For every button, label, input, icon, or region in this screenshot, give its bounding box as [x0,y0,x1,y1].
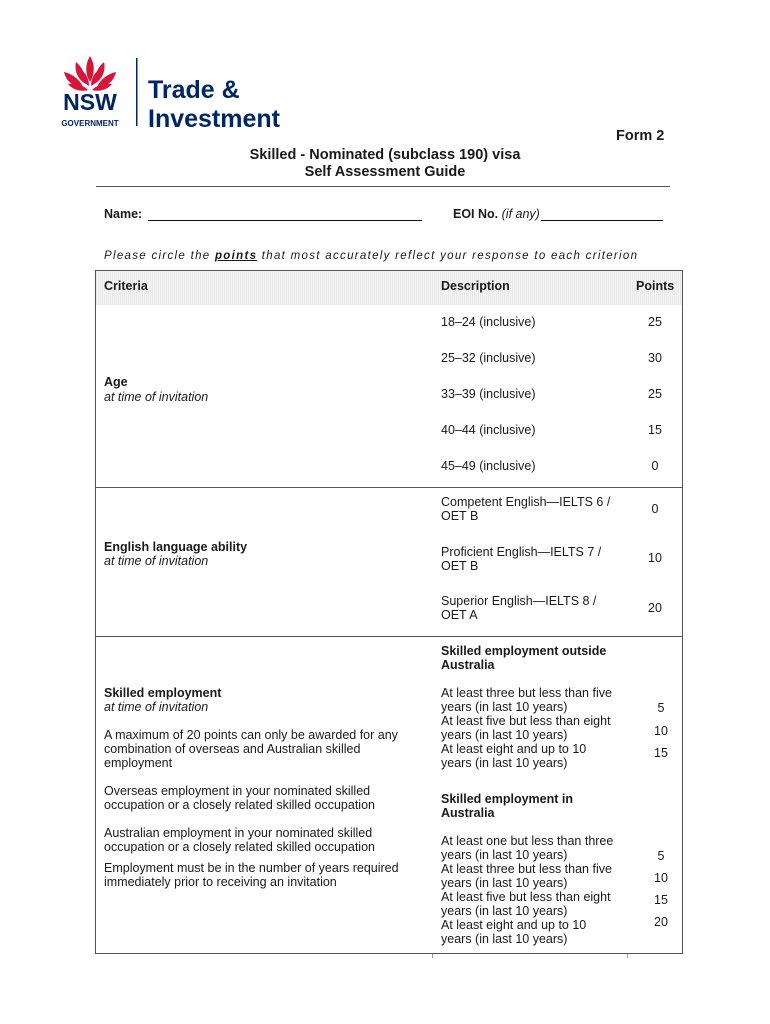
age-row-points[interactable]: 0 [651,459,659,473]
logo-dept-line2: Investment [148,105,280,133]
header-description: Description [441,279,510,293]
form-title-line1: Skilled - Nominated (subclass 190) visa [249,147,521,163]
age-row-description: 33–39 (inclusive) [441,387,536,401]
form-number: Form 2 [616,128,665,144]
inside-description-line: At least eight and up to 10 [441,918,587,932]
english-row-line1: Proficient English—IELTS 7 / [441,545,602,559]
age-row-points[interactable]: 25 [648,315,662,329]
outside-description-line: At least five but less than eight [441,714,611,728]
age-row-description: 45–49 (inclusive) [441,459,536,473]
inside-description-line: At least three but less than five [441,862,612,876]
eoi-label: EOI No. (if any) [453,207,540,221]
header-divider [96,186,670,187]
employment-note: at time of invitation [104,700,209,714]
outside-heading-line1: Skilled employment outside [441,644,607,658]
inside-description-line: years (in last 10 years) [441,876,568,890]
logo-nsw-text: NSW [63,89,117,115]
age-row-points[interactable]: 30 [648,351,662,365]
inside-points[interactable]: 15 [654,893,668,907]
logo-government-text: GOVERNMENT [61,119,119,128]
header-points: Points [636,279,675,293]
employment-para1-line: combination of overseas and Australian skilled [104,742,361,756]
nsw-trade-investment-logo [54,50,314,140]
english-row-line1: Superior English—IELTS 8 / [441,594,597,608]
english-row-points[interactable]: 0 [651,502,659,516]
employment-para3-line: occupation or a closely related skilled occupation [104,840,375,854]
age-note: at time of invitation [104,390,209,404]
english-note: at time of invitation [104,554,209,568]
employment-para2-line: Overseas employment in your nominated skilled [104,784,371,798]
inside-heading-line1: Skilled employment in [441,792,573,806]
age-row-points[interactable]: 15 [648,423,662,437]
age-row-description: 25–32 (inclusive) [441,351,536,365]
outside-description-line: years (in last 10 years) [441,756,568,770]
form-title-line2: Self Assessment Guide [304,164,466,180]
section-divider [96,487,682,488]
eoi-hint: (if any) [501,207,540,221]
logo-dept-line1: Trade & [148,76,240,104]
outside-heading-line2: Australia [441,658,495,672]
inside-description-line: years (in last 10 years) [441,932,568,946]
employment-para2-line: occupation or a closely related skilled occupation [104,798,375,812]
age-criterion: Age [104,375,128,389]
inside-points[interactable]: 10 [654,871,668,885]
employment-criterion: Skilled employment [104,686,222,700]
age-row-points[interactable]: 25 [648,387,662,401]
english-row-line2: OET B [441,509,479,523]
english-row-points[interactable]: 20 [648,601,662,615]
inside-points[interactable]: 5 [657,849,665,863]
english-row-line1: Competent English—IELTS 6 / [441,495,611,509]
employment-para1-line: A maximum of 20 points can only be awarded for any [104,728,398,742]
employment-para4-line: Employment must be in the number of years required [104,861,399,875]
english-criterion: English language ability [104,540,248,554]
eoi-field[interactable] [541,220,663,221]
employment-para1-line: employment [104,756,173,770]
english-row-line2: OET B [441,559,479,573]
outside-points[interactable]: 5 [657,701,665,715]
inside-description-line: years (in last 10 years) [441,904,568,918]
english-row-line2: OET A [441,608,478,622]
instruction-text: Please circle the points that most accurately reflect your response to each criterion [104,250,639,262]
outside-description-line: years (in last 10 years) [441,728,568,742]
name-label: Name: [104,207,143,221]
waratah-logo-icon [54,50,314,140]
outside-description-line: At least three but less than five [441,686,612,700]
inside-description-line: At least one but less than three [441,834,614,848]
outside-points[interactable]: 10 [654,724,668,738]
name-field[interactable] [148,220,422,221]
employment-para4-line: immediately prior to receiving an invitation [104,875,337,889]
inside-description-line: At least five but less than eight [441,890,611,904]
outside-description-line: At least eight and up to 10 [441,742,587,756]
inside-heading-line2: Australia [441,806,495,820]
table-header [96,271,682,305]
section-divider [96,636,682,637]
outside-description-line: years (in last 10 years) [441,700,568,714]
english-row-points[interactable]: 10 [648,551,662,565]
age-row-description: 40–44 (inclusive) [441,423,536,437]
header-criteria: Criteria [104,279,148,293]
employment-para3-line: Australian employment in your nominated skilled [104,826,373,840]
inside-description-line: years (in last 10 years) [441,848,568,862]
inside-points[interactable]: 20 [654,915,668,929]
age-row-description: 18–24 (inclusive) [441,315,536,329]
outside-points[interactable]: 15 [654,746,668,760]
